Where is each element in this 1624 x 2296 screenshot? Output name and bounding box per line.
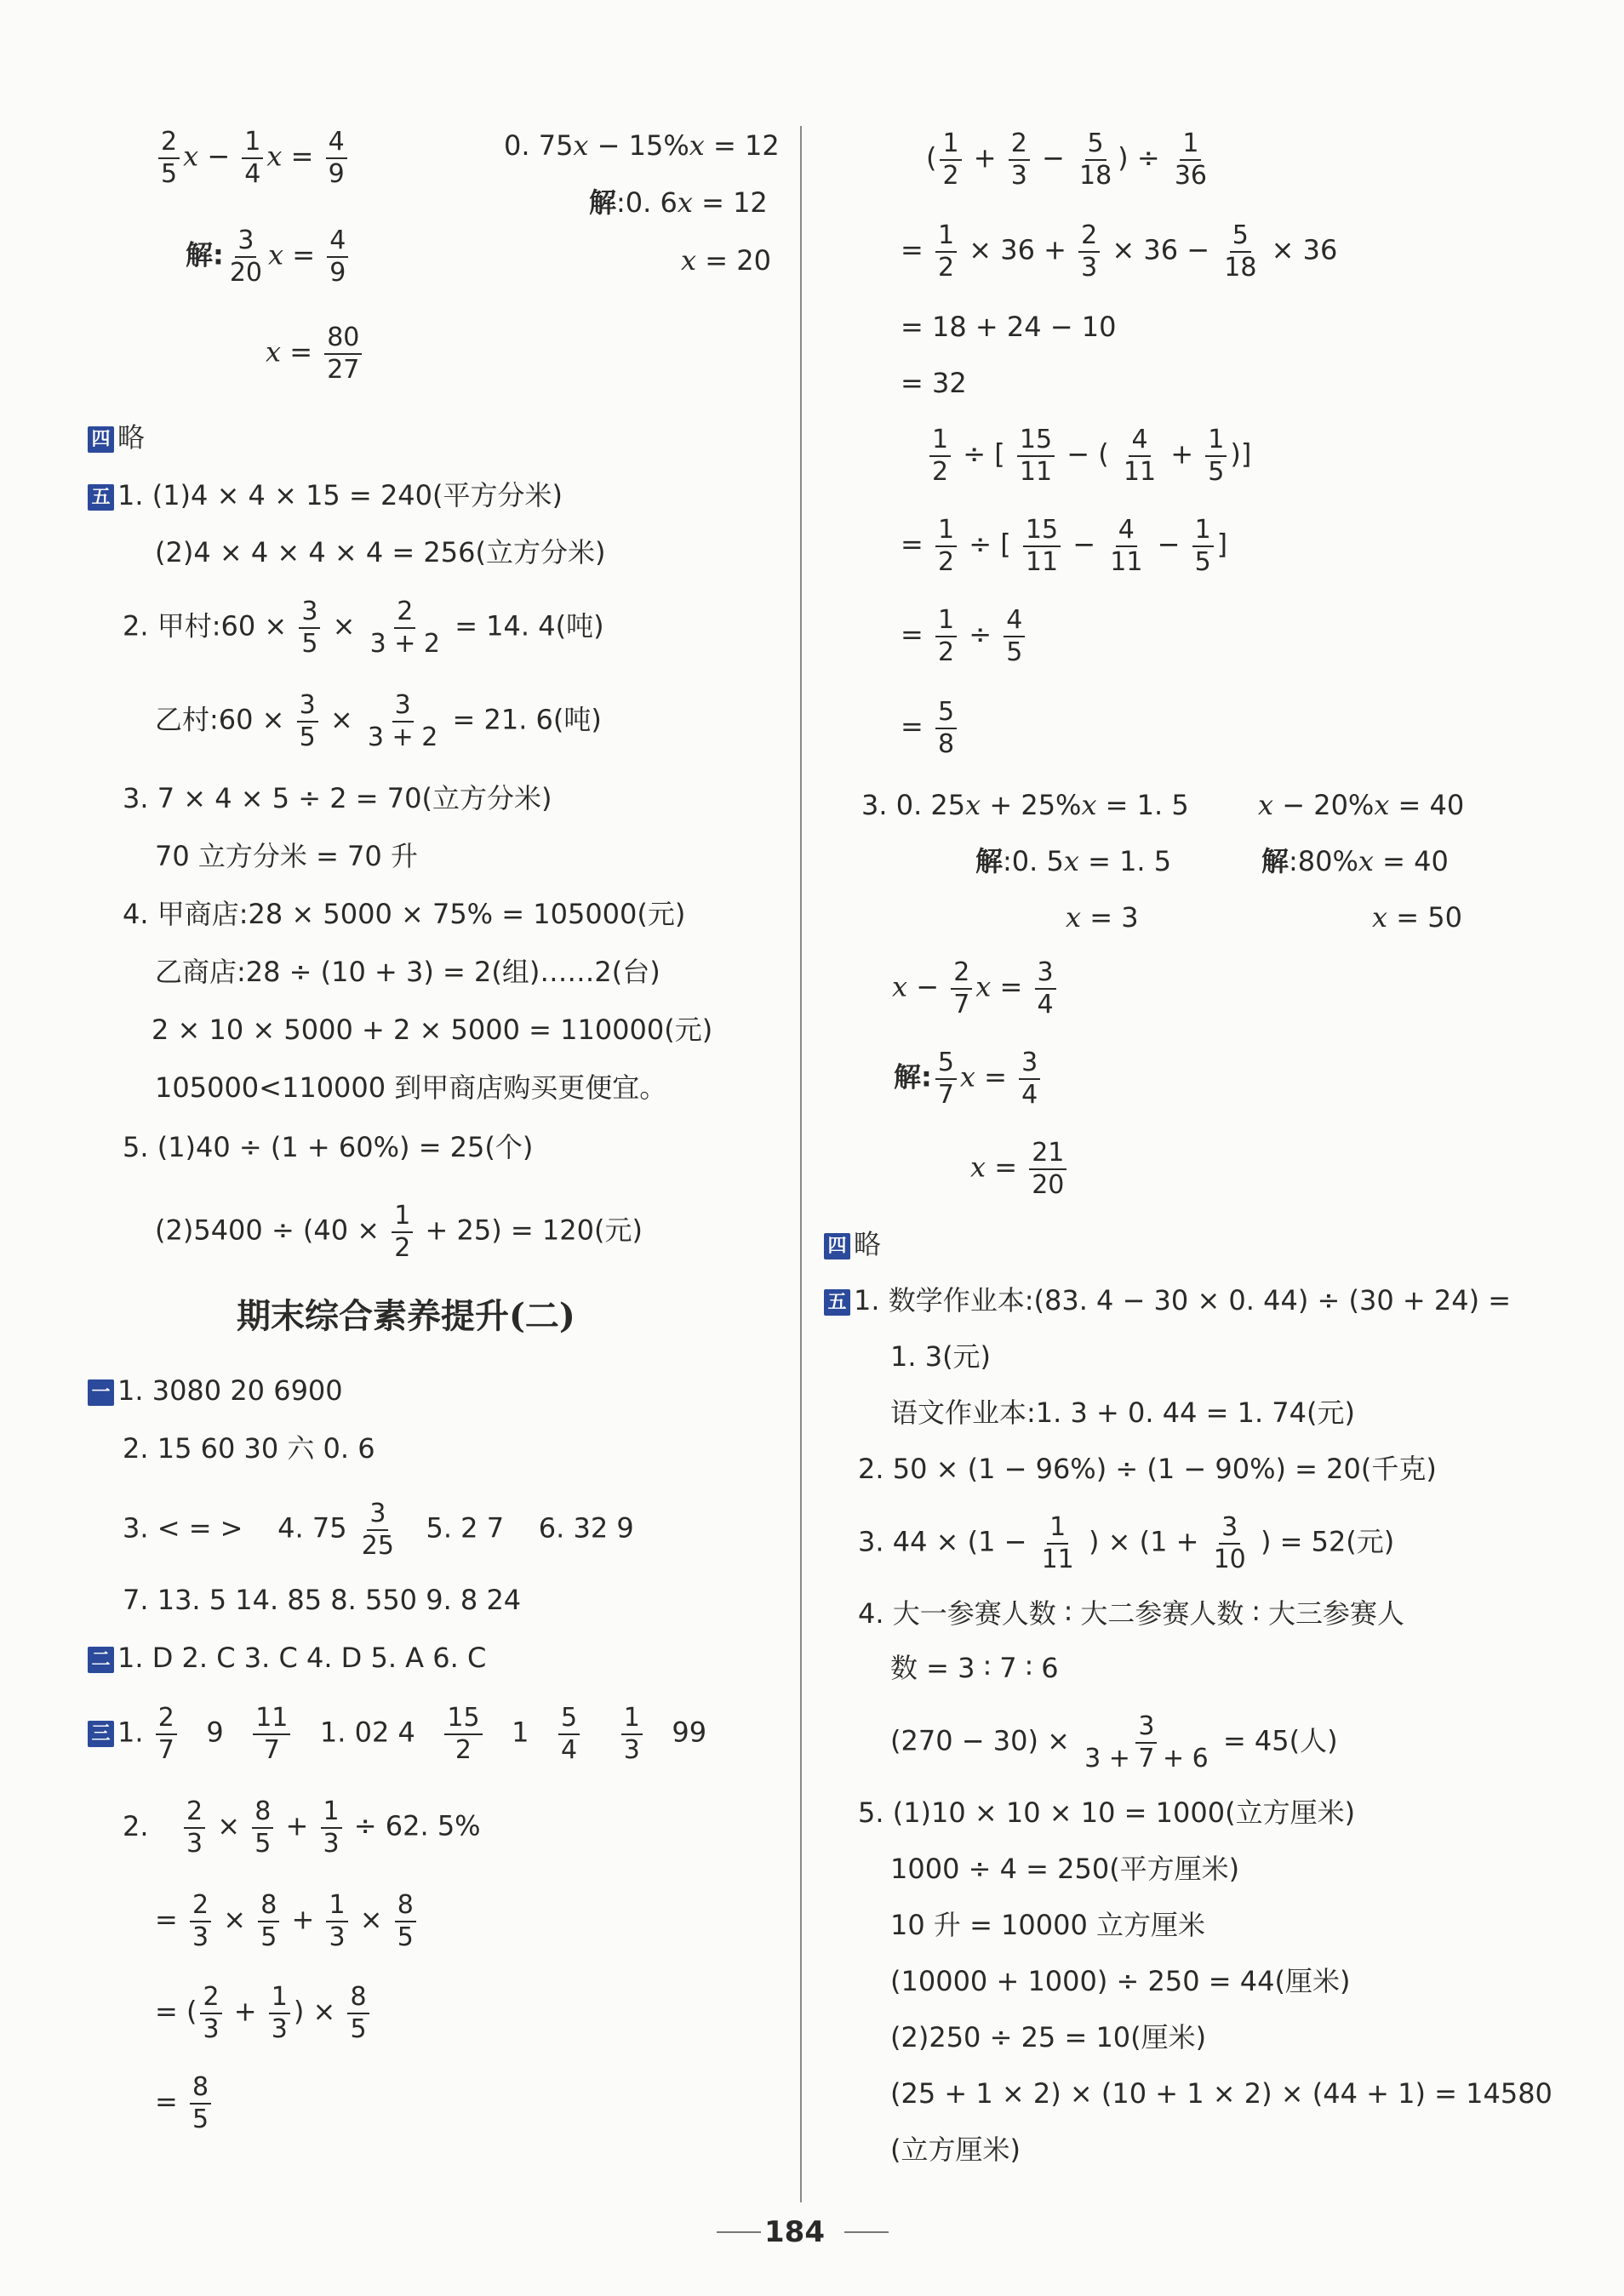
section-badge: 四 — [88, 426, 114, 453]
right-q4b: 数 = 3 ∶ 7 ∶ 6 — [890, 1652, 1059, 1684]
left-q1b: (2)4 × 4 × 4 × 4 = 256(立方分米) — [155, 536, 606, 568]
eq-a-line3: x = $\frac{80}{27}$ — [266, 323, 365, 384]
section-badge: 三 — [88, 1721, 114, 1747]
eq-b-line2: 解:0. 6x = 12 — [589, 186, 768, 219]
right-section-4: 四 略 — [824, 1231, 881, 1259]
section-badge: 五 — [88, 484, 114, 511]
section-badge: 四 — [824, 1233, 850, 1259]
page-number-line-left — [717, 2231, 761, 2233]
fraction: $\frac{15}{2}$ — [444, 1704, 482, 1764]
fraction: $\frac{4}{9}$ — [327, 226, 348, 287]
part-3-row1: 三 1. $\frac{2}{7}$ 9 $\frac{11}{7}$ 1. 02 4 $\frac{15}{2}$ 1 $\frac{5}{4}$ $\frac{1}{3}$ 99 — [88, 1704, 706, 1764]
part-1-row4: 7. 13. 5 14. 85 8. 550 9. 8 24 — [123, 1584, 522, 1616]
left-q4d: 105000<110000 到甲商店购买更便宜。 — [155, 1071, 667, 1104]
right-q3-b2: 解:80%x = 40 — [1261, 845, 1449, 877]
left-q3a: 3. 7 × 4 × 5 ÷ 2 = 70(立方分米) — [123, 782, 552, 814]
left-section-4: 四 略 — [88, 424, 145, 453]
right-q5a: 5. (1)10 × 10 × 10 = 1000(立方厘米) — [858, 1796, 1356, 1829]
right-q2: 2. 50 × (1 − 96%) ÷ (1 − 90%) = 20(千克) — [858, 1453, 1437, 1485]
fraction: $\frac{1}{2}$ — [392, 1202, 413, 1262]
fraction: $\frac{1}{4}$ — [242, 128, 263, 188]
calc2-line1: $\frac{1}{2}$ ÷ [ $\frac{15}{11}$ − ( $\frac{4}{11}$ + $\frac{1}{5}$ )] — [926, 426, 1251, 486]
right-q1c: 语文作业本:1. 3 + 0. 44 = 1. 74(元) — [890, 1396, 1355, 1429]
calc1-line4: = 32 — [901, 367, 967, 399]
left-q5a: 5. (1)40 ÷ (1 + 60%) = 25(个) — [123, 1131, 534, 1163]
fraction: $\frac{3}{5}$ — [297, 691, 318, 751]
fraction: $\frac{3}{3 + 2}$ — [367, 690, 438, 752]
fraction: $\frac{2}{5}$ — [158, 128, 180, 188]
eq-a-line2: 解: $\frac{3}{20}$ x = $\frac{4}{9}$ — [186, 226, 352, 287]
right-q4c: (270 − 30) × $\frac{3}{3 + 7 + 6}$ = 45(人) — [890, 1711, 1338, 1773]
part-1-row3: 3. < = > 4. 75 $\frac{3}{25}$ 5. 2 7 6. 32 9 — [123, 1499, 634, 1561]
fraction: $\frac{4}{9}$ — [326, 128, 347, 188]
left-q4b: 乙商店:28 ÷ (10 + 3) = 2(组)……2(台) — [155, 956, 660, 988]
part-1-row2: 2. 15 60 30 六 0. 6 — [123, 1432, 375, 1465]
fraction: $\frac{2}{7}$ — [156, 1704, 177, 1764]
right-q3-b1: x − 20%x = 40 — [1258, 789, 1465, 821]
fraction: $\frac{1}{3}$ — [621, 1704, 643, 1764]
right-section-5-q1a: 五 1. 数学作业本:(83. 4 − 30 × 0. 44) ÷ (30 + 24) = — [824, 1287, 1511, 1316]
right-q1b: 1. 3(元) — [890, 1340, 992, 1373]
right-q3-c1: x − $\frac{2}{7}$ x = $\frac{3}{4}$ — [892, 958, 1060, 1019]
right-q5d: (10000 + 1000) ÷ 250 = 44(厘米) — [890, 1965, 1351, 1997]
calc2-line4: = $\frac{5}{8}$ — [901, 698, 960, 758]
right-q5g: (立方厘米) — [890, 2133, 1021, 2166]
eq-b-line3: x = 20 — [681, 244, 771, 277]
calc2-line2: = $\frac{1}{2}$ ÷ [ $\frac{15}{11}$ − $\frac{4}{11}$ − $\frac{1}{5}$ ] — [901, 515, 1228, 577]
right-q3: 3. 44 × (1 − $\frac{1}{11}$ ) × (1 + $\frac{3}{10}$ ) = 52(元) — [858, 1512, 1395, 1574]
right-q3-c3: x = $\frac{21}{20}$ — [970, 1139, 1070, 1199]
left-q2a: 2. 甲村:60 × $\frac{3}{5}$ × $\frac{2}{3 + 2}$ = 14. 4(吨) — [123, 597, 604, 659]
part-3-q2-step2: = $\frac{2}{3}$ × $\frac{8}{5}$ + $\frac{1}{3}$ × $\frac{8}{5}$ — [155, 1891, 420, 1951]
right-q3-b3: x = 50 — [1372, 901, 1462, 934]
right-q5e: (2)250 ÷ 25 = 10(厘米) — [890, 2021, 1207, 2053]
right-q3-a1: 3. 0. 25x + 25%x = 1. 5 — [861, 789, 1189, 821]
left-section-5-q1a: 五 1. (1)4 × 4 × 15 = 240(平方分米) — [88, 482, 563, 511]
section-badge: 一 — [88, 1379, 114, 1406]
calc1-line2: = $\frac{1}{2}$ × 36 + $\frac{2}{3}$ × 36 − $\frac{5}{18}$ × 36 — [901, 220, 1338, 283]
right-q5b: 1000 ÷ 4 = 250(平方厘米) — [890, 1853, 1240, 1885]
calc1-line1: ( $\frac{1}{2}$ + $\frac{2}{3}$ − $\frac{5}{18}$ ) ÷ $\frac{1}{36}$ — [926, 129, 1207, 191]
right-q3-a2: 解:0. 5x = 1. 5 — [975, 845, 1172, 877]
left-q5b: (2)5400 ÷ (40 × $\frac{1}{2}$ + 25) = 120(元) — [155, 1201, 643, 1263]
section-title: 期末综合素养提升(二) — [237, 1296, 575, 1336]
part-3-q2-label: 2. — [123, 1810, 149, 1842]
fraction: $\frac{3}{20}$ — [229, 226, 262, 288]
section-badge: 五 — [824, 1289, 850, 1316]
left-q2b: 乙村:60 × $\frac{3}{5}$ × $\frac{3}{3 + 2}$ = 21. 6(吨) — [155, 690, 602, 752]
eq-a-line1: $\frac{2}{5}$ x − $\frac{1}{4}$ x = $\frac{4}{9}$ — [155, 128, 351, 188]
column-divider — [800, 126, 802, 2202]
left-q4c: 2 × 10 × 5000 + 2 × 5000 = 110000(元) — [152, 1014, 713, 1046]
part-3-q2-step1: $\frac{2}{3}$ × $\frac{8}{5}$ + $\frac{1}{3}$ ÷ 62. 5% — [180, 1797, 481, 1858]
calc1-line3: = 18 + 24 − 10 — [901, 311, 1117, 343]
fraction: $\frac{2}{3 + 2}$ — [369, 597, 441, 659]
right-q3-c2: 解: $\frac{5}{7}$ x = $\frac{3}{4}$ — [894, 1048, 1044, 1109]
part-3-q2-step4: = $\frac{8}{5}$ — [155, 2073, 214, 2133]
page-number: 184 — [764, 2215, 825, 2249]
part-2: 二 1. D 2. C 3. C 4. D 5. A 6. C — [88, 1644, 486, 1673]
fraction: $\frac{11}{7}$ — [253, 1704, 290, 1764]
left-q3b: 70 立方分米 = 70 升 — [155, 840, 418, 872]
fraction: $\frac{80}{27}$ — [324, 323, 362, 384]
right-q5f: (25 + 1 × 2) × (10 + 1 × 2) × (44 + 1) = 14580 — [890, 2077, 1553, 2110]
section-badge: 二 — [88, 1647, 114, 1673]
right-q5c: 10 升 = 10000 立方厘米 — [890, 1909, 1206, 1941]
right-q4a: 4. 大一参赛人数 ∶ 大二参赛人数 ∶ 大三参赛人 — [858, 1597, 1405, 1630]
fraction: $\frac{3}{25}$ — [361, 1499, 394, 1561]
fraction: $\frac{5}{4}$ — [558, 1704, 580, 1764]
fraction: $\frac{3}{5}$ — [299, 597, 320, 658]
eq-b-line1: 0. 75x − 15%x = 12 — [504, 129, 780, 162]
page-number-line-right — [844, 2231, 889, 2233]
calc2-line3: = $\frac{1}{2}$ ÷ $\frac{4}{5}$ — [901, 606, 1028, 666]
left-q4a: 4. 甲商店:28 × 5000 × 75% = 105000(元) — [123, 898, 686, 930]
part-1-row1: 一 1. 3080 20 6900 — [88, 1377, 343, 1406]
right-q3-a3: x = 3 — [1066, 901, 1139, 934]
part-3-q2-step3: = ( $\frac{2}{3}$ + $\frac{1}{3}$ ) × $\frac{8}{5}$ — [155, 1983, 373, 2043]
